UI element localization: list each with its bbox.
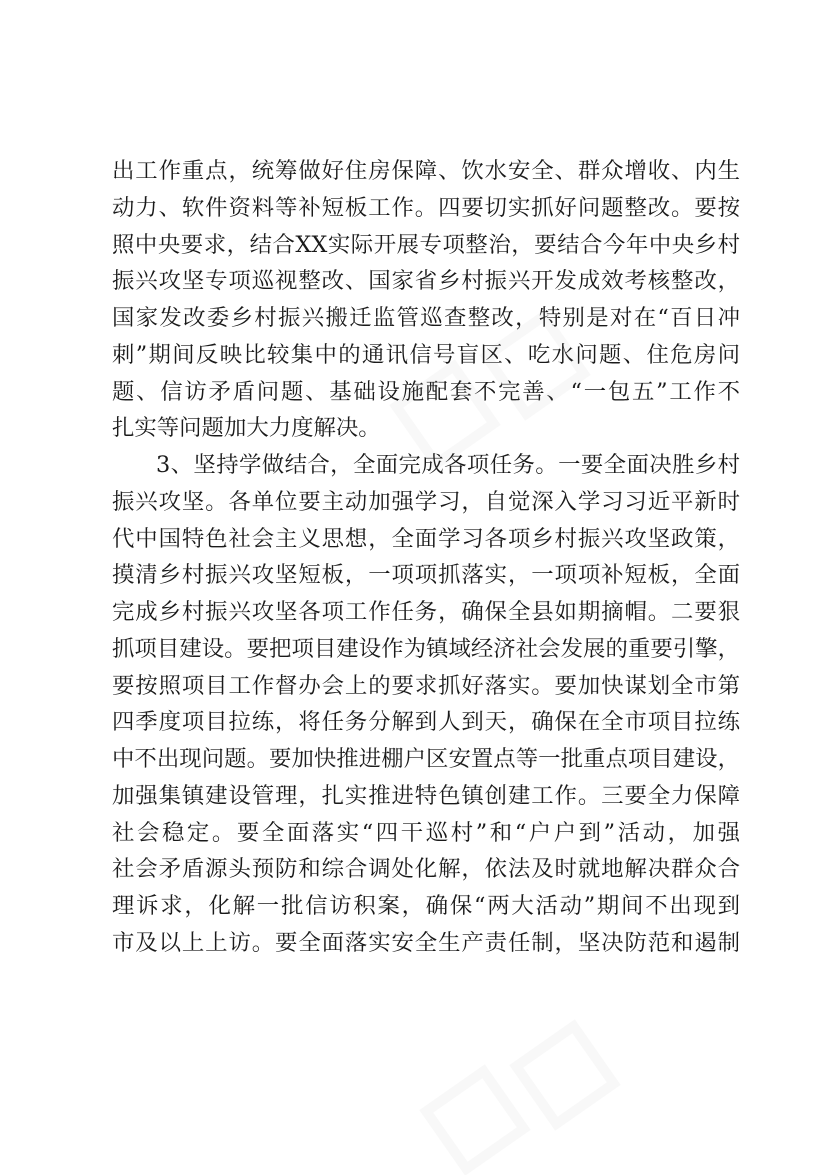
body-text xyxy=(112,153,740,962)
text-line: 照中央要求，结合XX实际开展专项整治，要结合今年中央乡村 xyxy=(112,231,740,258)
text-line: 动力、软件资料等补短板工作。四要切实抓好问题整改。要按 xyxy=(112,194,740,221)
text-line: 加强集镇建设管理，扎实推进特色镇创建工作。三要全力保障 xyxy=(112,782,740,809)
text-line: 市及以上上访。要全面落实安全生产责任制，坚决防范和遏制 xyxy=(112,929,740,956)
text-line: 代中国特色社会主义思想，全面学习各项乡村振兴攻坚政策， xyxy=(112,525,740,552)
paragraph-start-line: 3、坚持学做结合，全面完成各项任务。一要全面决胜乡村 xyxy=(156,452,740,478)
text-line: 刺”期间反映比较集中的通讯信号盲区、吃水问题、住危房问 xyxy=(112,341,740,368)
text-line: 四季度项目拉练，将任务分解到人到天，确保在全市项目拉练 xyxy=(112,709,740,736)
text-line: 要按照项目工作督办会上的要求抓好落实。要加快谋划全市第 xyxy=(112,672,740,699)
text-line: 国家发改委乡村振兴搬迁监管巡查整改，特别是对在“百日冲 xyxy=(112,305,740,331)
watermark-stamp-shape xyxy=(426,1071,523,1168)
text-line: 振兴攻坚专项巡视整改、国家省乡村振兴开发成效考核整改， xyxy=(112,268,740,295)
text-line: 社会稳定。要全面落实“四干巡村”和“户户到”活动，加强 xyxy=(112,819,740,846)
text-line: 中不出现问题。要加快推进棚户区安置点等一批重点项目建设， xyxy=(112,746,740,772)
text-line: 社会矛盾源头预防和综合调处化解，依法及时就地解决群众合 xyxy=(112,856,740,883)
text-line: 抓项目建设。要把项目建设作为镇域经济社会发展的重要引擎， xyxy=(112,635,740,662)
text-line: 完成乡村振兴攻坚各项工作任务，确保全县如期摘帽。二要狠 xyxy=(112,599,740,625)
text-line: 理诉求，化解一批信访积案，确保“两大活动”期间不出现到 xyxy=(112,893,740,919)
text-line: 题、信访矛盾问题、基础设施配套不完善、“一包五”工作不 xyxy=(112,378,740,405)
text-line: 出工作重点，统筹做好住房保障、饮水安全、群众增收、内生 xyxy=(112,158,740,184)
watermark-stamp-shape xyxy=(516,1026,613,1123)
text-line: 摸清乡村振兴攻坚短板，一项项抓落实，一项项补短板，全面 xyxy=(112,562,740,589)
text-line: 振兴攻坚。各单位要主动加强学习，自觉深入学习习近平新时 xyxy=(112,488,740,515)
paragraph-end-line: 扎实等问题加大力度解决。 xyxy=(112,415,381,442)
